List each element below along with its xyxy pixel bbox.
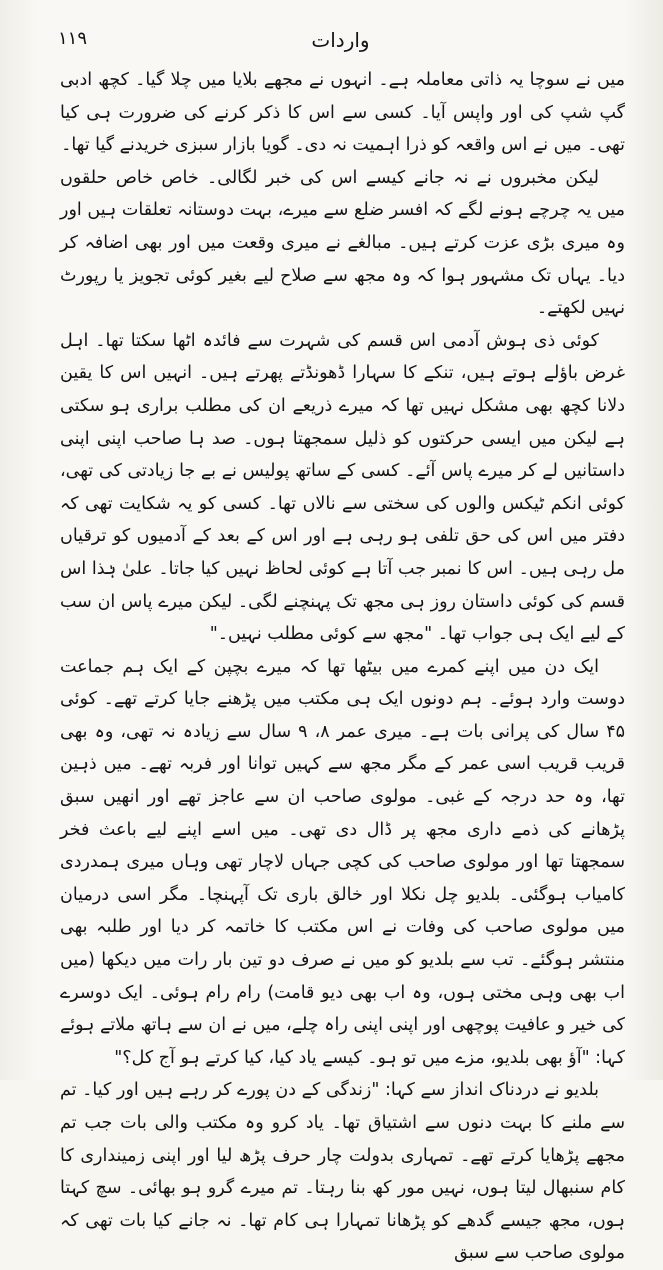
running-title: واردات (311, 28, 370, 52)
paragraph: کوئی ذی ہوش آدمی اس قسم کی شہرت سے فائدہ اٹھا سکتا تھا۔ اہل غرض باؤلے ہوتے ہیں، تنکے کا سہارا ڈھونڈتے پھرتے ہیں۔ انہیں اس کا یقین دلانا کچھ بھی مشکل نہیں تھا کہ میرے ذریعے ان کی مطلب براری ہو سکتی ہے لیکن میں ایسی حرکتوں کو ذلیل سمجھتا ہوں۔ صد ہا صاحب اپنی اپنی داستانیں لے کر میرے پاس آئے۔ کسی کے ساتھ پولیس نے بے جا زیادتی کی تھی، کوئی انکم ٹیکس والوں کی سختی سے نالاں تھا۔ کسی کو یہ شکایت تھی کہ دفتر میں اس کی حق تلفی ہو رہی ہے اور اس کے بعد کے آدمیوں کو ترقیاں مل رہی ہیں۔ اس کا نمبر جب آتا ہے کوئی لحاظ نہیں کیا جاتا۔ علیٰ ہٰذا اس قسم کی کوئی داستان روز ہی مجھ تک پہنچنے لگی۔ لیکن میرے پاس ان سب کے لیے ایک ہی جواب تھا۔ "مجھ سے کوئی مطلب نہیں۔" (60, 330, 625, 645)
page-number: ۱۱۹ (58, 28, 88, 49)
paragraph: بلدیو نے دردناک انداز سے کہا: "زندگی کے دن پورے کر رہے ہیں اور کیا۔ تم سے ملنے کا بہت دنوں سے اشتیاق تھا۔ یاد کرو وہ مکتب والی بات جب تم مجھے پڑھایا کرتے تھے۔ تمہاری بدولت چار حرف پڑھ لیا اور اپنی زمینداری کا کام سنبھال لیتا ہوں، نہیں مور کھ بنا رہتا۔ تم میرے گرو ہو بھائی۔ سچ کہتا ہوں، مجھ جیسے گدھے کو پڑھانا تمہارا ہی کام تھا۔ نہ جانے کیا بات تھی کہ مولوی صاحب سے سبق (60, 1080, 625, 1264)
body-text (60, 64, 625, 1270)
paragraph: میں نے سوچا یہ ذاتی معاملہ ہے۔ انہوں نے مجھے بلایا میں چلا گیا۔ کچھ ادبی گپ شپ کی اور واپس آیا۔ کسی سے اس کا ذکر کرنے کی ضرورت ہی کیا تھی۔ میں نے اس واقعہ کو ذرا اہمیت نہ دی۔ گویا بازار سبزی خریدنے گیا تھا۔ (60, 70, 625, 156)
paragraph: ایک دن میں اپنے کمرے میں بیٹھا تھا کہ میرے بچپن کے ایک ہم جماعت دوست وارد ہوئے۔ ہم دونوں ایک ہی مکتب میں پڑھنے جایا کرتے تھے۔ کوئی ۴۵ سال کی پرانی بات ہے۔ میری عمر ۸، ۹ سال سے زیادہ نہ تھی، وہ بھی قریب قریب اسی عمر کے مگر مجھ سے کہیں توانا اور فربہ تھے۔ میں ذہین تھا، وہ حد درجہ کے غبی۔ مولوی صاحب ان سے عاجز تھے اور انھیں سبق پڑھانے کی ذمے داری مجھ پر ڈال دی تھی۔ میں اسے اپنے لیے باعث فخر سمجھتا تھا اور مولوی صاحب کی کچی جہاں لاچار تھی وہاں میری ہمدردی کامیاب ہوگئی۔ بلدیو چل نکلا اور خالق باری تک آپہنچا۔ مگر اسی درمیان میں مولوی صاحب کی وفات نے اس مکتب کا خاتمہ کر دیا اور طلبہ بھی منتشر ہوگئے۔ تب سے بلدیو کو میں نے صرف دو تین بار رات میں دیکھا (میں اب بھی وہی مختی ہوں، وہ اب بھی دیو قامت) رام رام ہوئی۔ ایک دوسرے کی خیر و عافیت پوچھی اور اپنی اپنی راہ چلے، میں نے ان سے ہاتھ ملاتے ہوئے کہا: "آؤ بھی بلدیو، مزے میں تو ہو۔ کیسے یاد کیا، کیا کرتے ہو آج کل؟" (60, 656, 625, 1068)
paragraph: لیکن مخبروں نے نہ جانے کیسے اس کی خبر لگالی۔ خاص خاص حلقوں میں یہ چرچے ہونے لگے کہ افسر ضلع سے میرے، بہت دوستانہ تعلقات ہیں اور وہ میری بڑی عزت کرتے ہیں۔ مبالغے نے میری وقعت میں اور بھی اضافہ کر دیا۔ یہاں تک مشہور ہوا کہ وہ مجھ سے صلاح لیے بغیر کوئی تجویز یا رپورٹ نہیں لکھتے۔ (60, 167, 625, 319)
page-header (58, 28, 623, 58)
